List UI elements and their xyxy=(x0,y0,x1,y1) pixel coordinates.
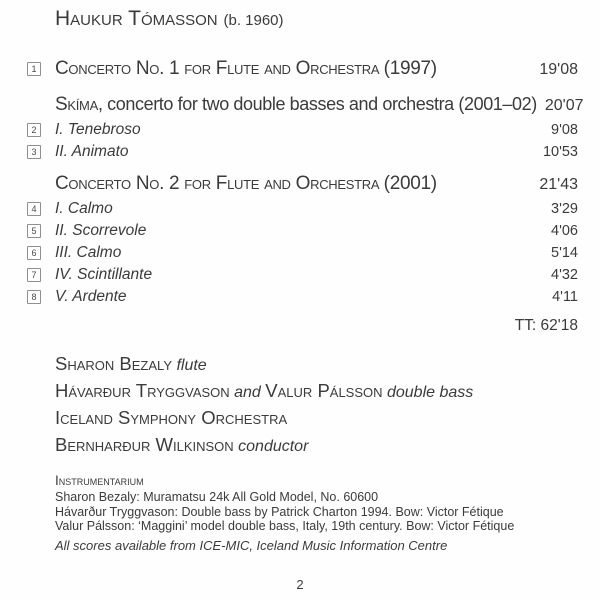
work-section-concerto-1 xyxy=(31,57,578,83)
movement-title: I. Tenebroso xyxy=(55,121,141,138)
performer-role: flute xyxy=(176,357,207,374)
track-number-badge: 6 xyxy=(27,246,41,260)
work-duration: 21'43 xyxy=(539,176,578,193)
movement-duration: 4'11 xyxy=(552,289,578,305)
movement-title: III. Calmo xyxy=(55,244,122,261)
track-number-badge: 8 xyxy=(27,290,41,304)
movement-duration: 9'08 xyxy=(551,122,578,138)
composer-birth-year: (b. 1960) xyxy=(223,12,284,29)
movement-title: II. Scorrevole xyxy=(55,222,147,239)
work-title: Concerto No. 1 for Flute and Orchestra (1997) xyxy=(55,58,437,79)
performer-row xyxy=(55,378,578,405)
instrumentarium-line: Hávarður Tryggvason: Double bass by Patrick Charton 1994. Bow: Victor Fétique xyxy=(55,504,504,519)
performer-name: Hávarður Tryggvason xyxy=(55,380,230,401)
track-number-badge: 1 xyxy=(27,62,41,76)
composer-header xyxy=(55,6,578,34)
instrumentarium-line: Sharon Bezaly: Muramatsu 24k All Gold Model, No. 60600 xyxy=(55,490,379,504)
movement-row xyxy=(31,264,578,286)
work-duration: 20'07 xyxy=(544,97,584,114)
movement-title: V. Ardente xyxy=(55,288,127,305)
work-year: (2001) xyxy=(383,173,437,194)
footnote: All scores available from ICE-MIC, Iceland Music Information Centre xyxy=(55,538,448,553)
movement-row xyxy=(31,220,578,242)
work-section-skima xyxy=(31,93,584,163)
performers-block xyxy=(55,351,578,459)
work-year: (1997) xyxy=(383,58,437,79)
performer-name: Bernharður Wilkinson xyxy=(55,434,234,455)
movement-row xyxy=(31,242,578,264)
movement-title: II. Animato xyxy=(55,143,129,160)
instrumentarium-line: Valur Pálsson: ‘Maggini’ model double bass, Italy, 19th century. Bow: Victor Fétique xyxy=(55,519,515,533)
work-heading-row xyxy=(31,57,578,81)
movement-row xyxy=(31,198,578,220)
movement-row xyxy=(31,119,578,141)
performer-role: double bass xyxy=(386,384,474,401)
performer-row xyxy=(55,432,578,459)
work-section-concerto-2 xyxy=(31,172,578,308)
work-heading-row xyxy=(55,93,584,117)
performer-row xyxy=(55,405,578,432)
page-number: 2 xyxy=(296,577,304,592)
track-number-badge: 4 xyxy=(27,202,41,216)
movement-duration: 3'29 xyxy=(551,201,578,217)
composer-name: Haukur Tómasson xyxy=(55,7,218,30)
track-number-badge: 3 xyxy=(27,145,41,159)
instrumentarium-heading: Instrumentarium xyxy=(55,473,144,488)
work-subtitle: , concerto for two double basses and orchestra (2001–02) xyxy=(97,94,537,114)
track-number-badge: 2 xyxy=(27,123,41,137)
performer-row xyxy=(55,351,578,378)
movement-duration: 10'53 xyxy=(542,144,578,160)
total-time: TT: 62'18 xyxy=(514,317,578,334)
work-title: Skíma, concerto for two double basses and orchestra (2001–02) xyxy=(55,94,537,115)
work-heading-row xyxy=(55,172,578,196)
performer-name: Valur Pálsson xyxy=(265,380,383,401)
performer-name: Sharon Bezaly xyxy=(55,353,172,374)
movement-title: IV. Scintillante xyxy=(55,266,153,283)
performer-role: conductor xyxy=(238,438,309,455)
movement-duration: 4'32 xyxy=(551,267,578,283)
work-duration: 19'08 xyxy=(539,61,578,78)
work-title: Concerto No. 2 for Flute and Orchestra (2001) xyxy=(55,173,437,194)
movement-title: I. Calmo xyxy=(55,200,113,217)
instrumentarium-block xyxy=(55,473,578,534)
performer-name: Iceland Symphony Orchestra xyxy=(55,407,288,428)
track-number-badge: 5 xyxy=(27,224,41,238)
movement-duration: 4'06 xyxy=(551,223,578,239)
performer-conjunction: and xyxy=(234,384,261,401)
movement-row xyxy=(31,286,578,308)
track-number-badge: 7 xyxy=(27,268,41,282)
movement-row xyxy=(31,141,578,163)
movement-duration: 5'14 xyxy=(551,245,578,261)
